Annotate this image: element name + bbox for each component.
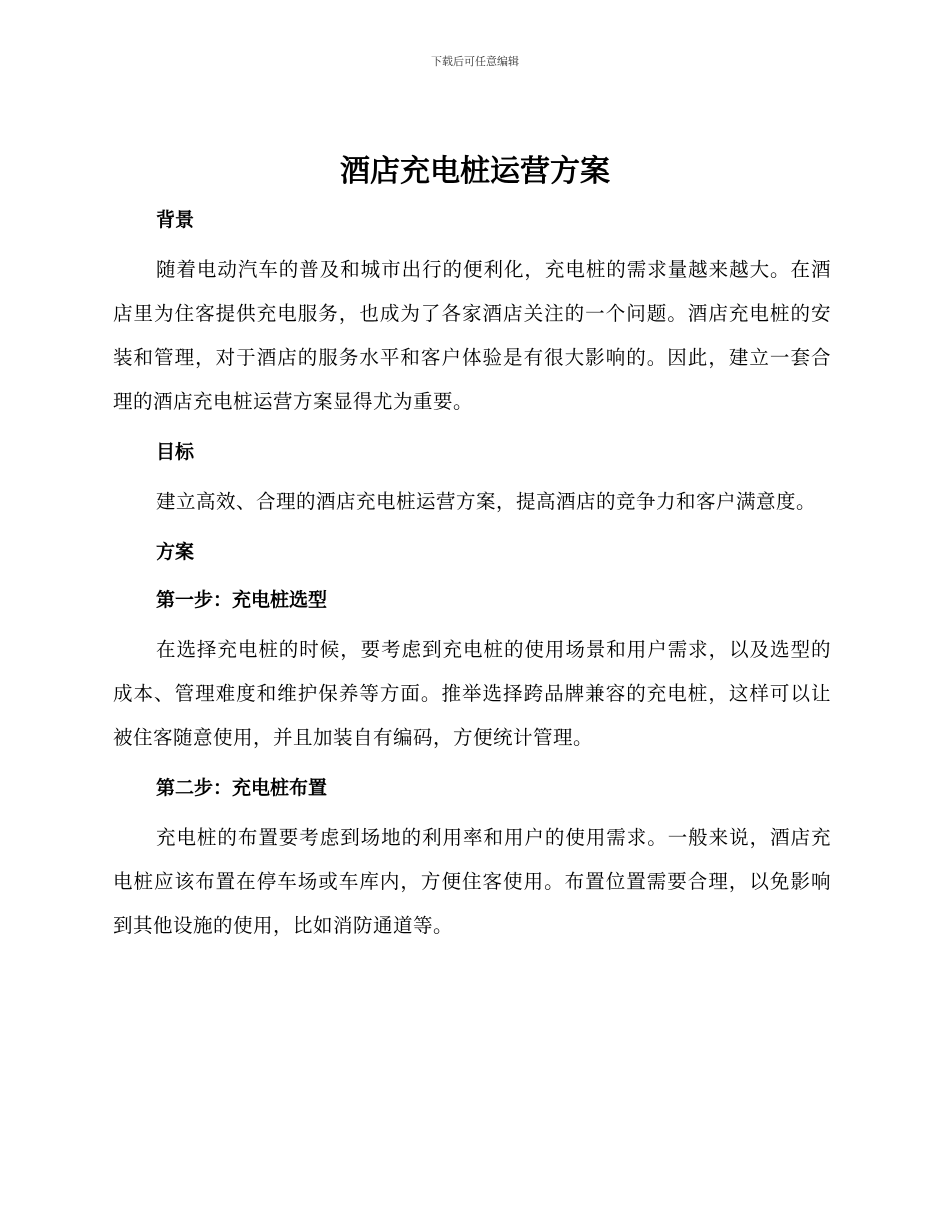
section-heading-goal: 目标 [156,441,195,463]
section-heading-step-one: 第一步：充电桩选型 [156,589,328,611]
section-heading-plan: 方案 [156,541,195,563]
document-body [113,196,831,948]
page-header-note: 下载后可任意编辑 [431,55,519,68]
document-title: 酒店充电桩运营方案 [340,154,610,189]
section-heading-background: 背景 [156,209,195,231]
paragraph-step-one: 在选择充电桩的时候，要考虑到充电桩的使用场景和用户需求，以及选型的成本、管理难度和维护保养等方面。推举选择跨品牌兼容的充电桩，这样可以让被住客随意使用，并且加装自有编码，方便统计管理。 [113,638,831,749]
paragraph-step-two: 充电桩的布置要考虑到场地的利用率和用户的使用需求。一般来说，酒店充电桩应该布置在停车场或车库内，方便住客使用。布置位置需要合理，以免影响到其他设施的使用，比如消防通道等。 [113,826,831,937]
paragraph-goal: 建立高效、合理的酒店充电桩运营方案，提高酒店的竞争力和客户满意度。 [156,490,817,513]
section-heading-step-two: 第二步：充电桩布置 [156,777,328,799]
paragraph-background: 随着电动汽车的普及和城市出行的便利化，充电桩的需求量越来越大。在酒店里为住客提供充电服务，也成为了各家酒店关注的一个问题。酒店充电桩的安装和管理，对于酒店的服务水平和客户体验是有很大影响的。因此，建立一套合理的酒店充电桩运营方案显得尤为重要。 [113,258,831,413]
